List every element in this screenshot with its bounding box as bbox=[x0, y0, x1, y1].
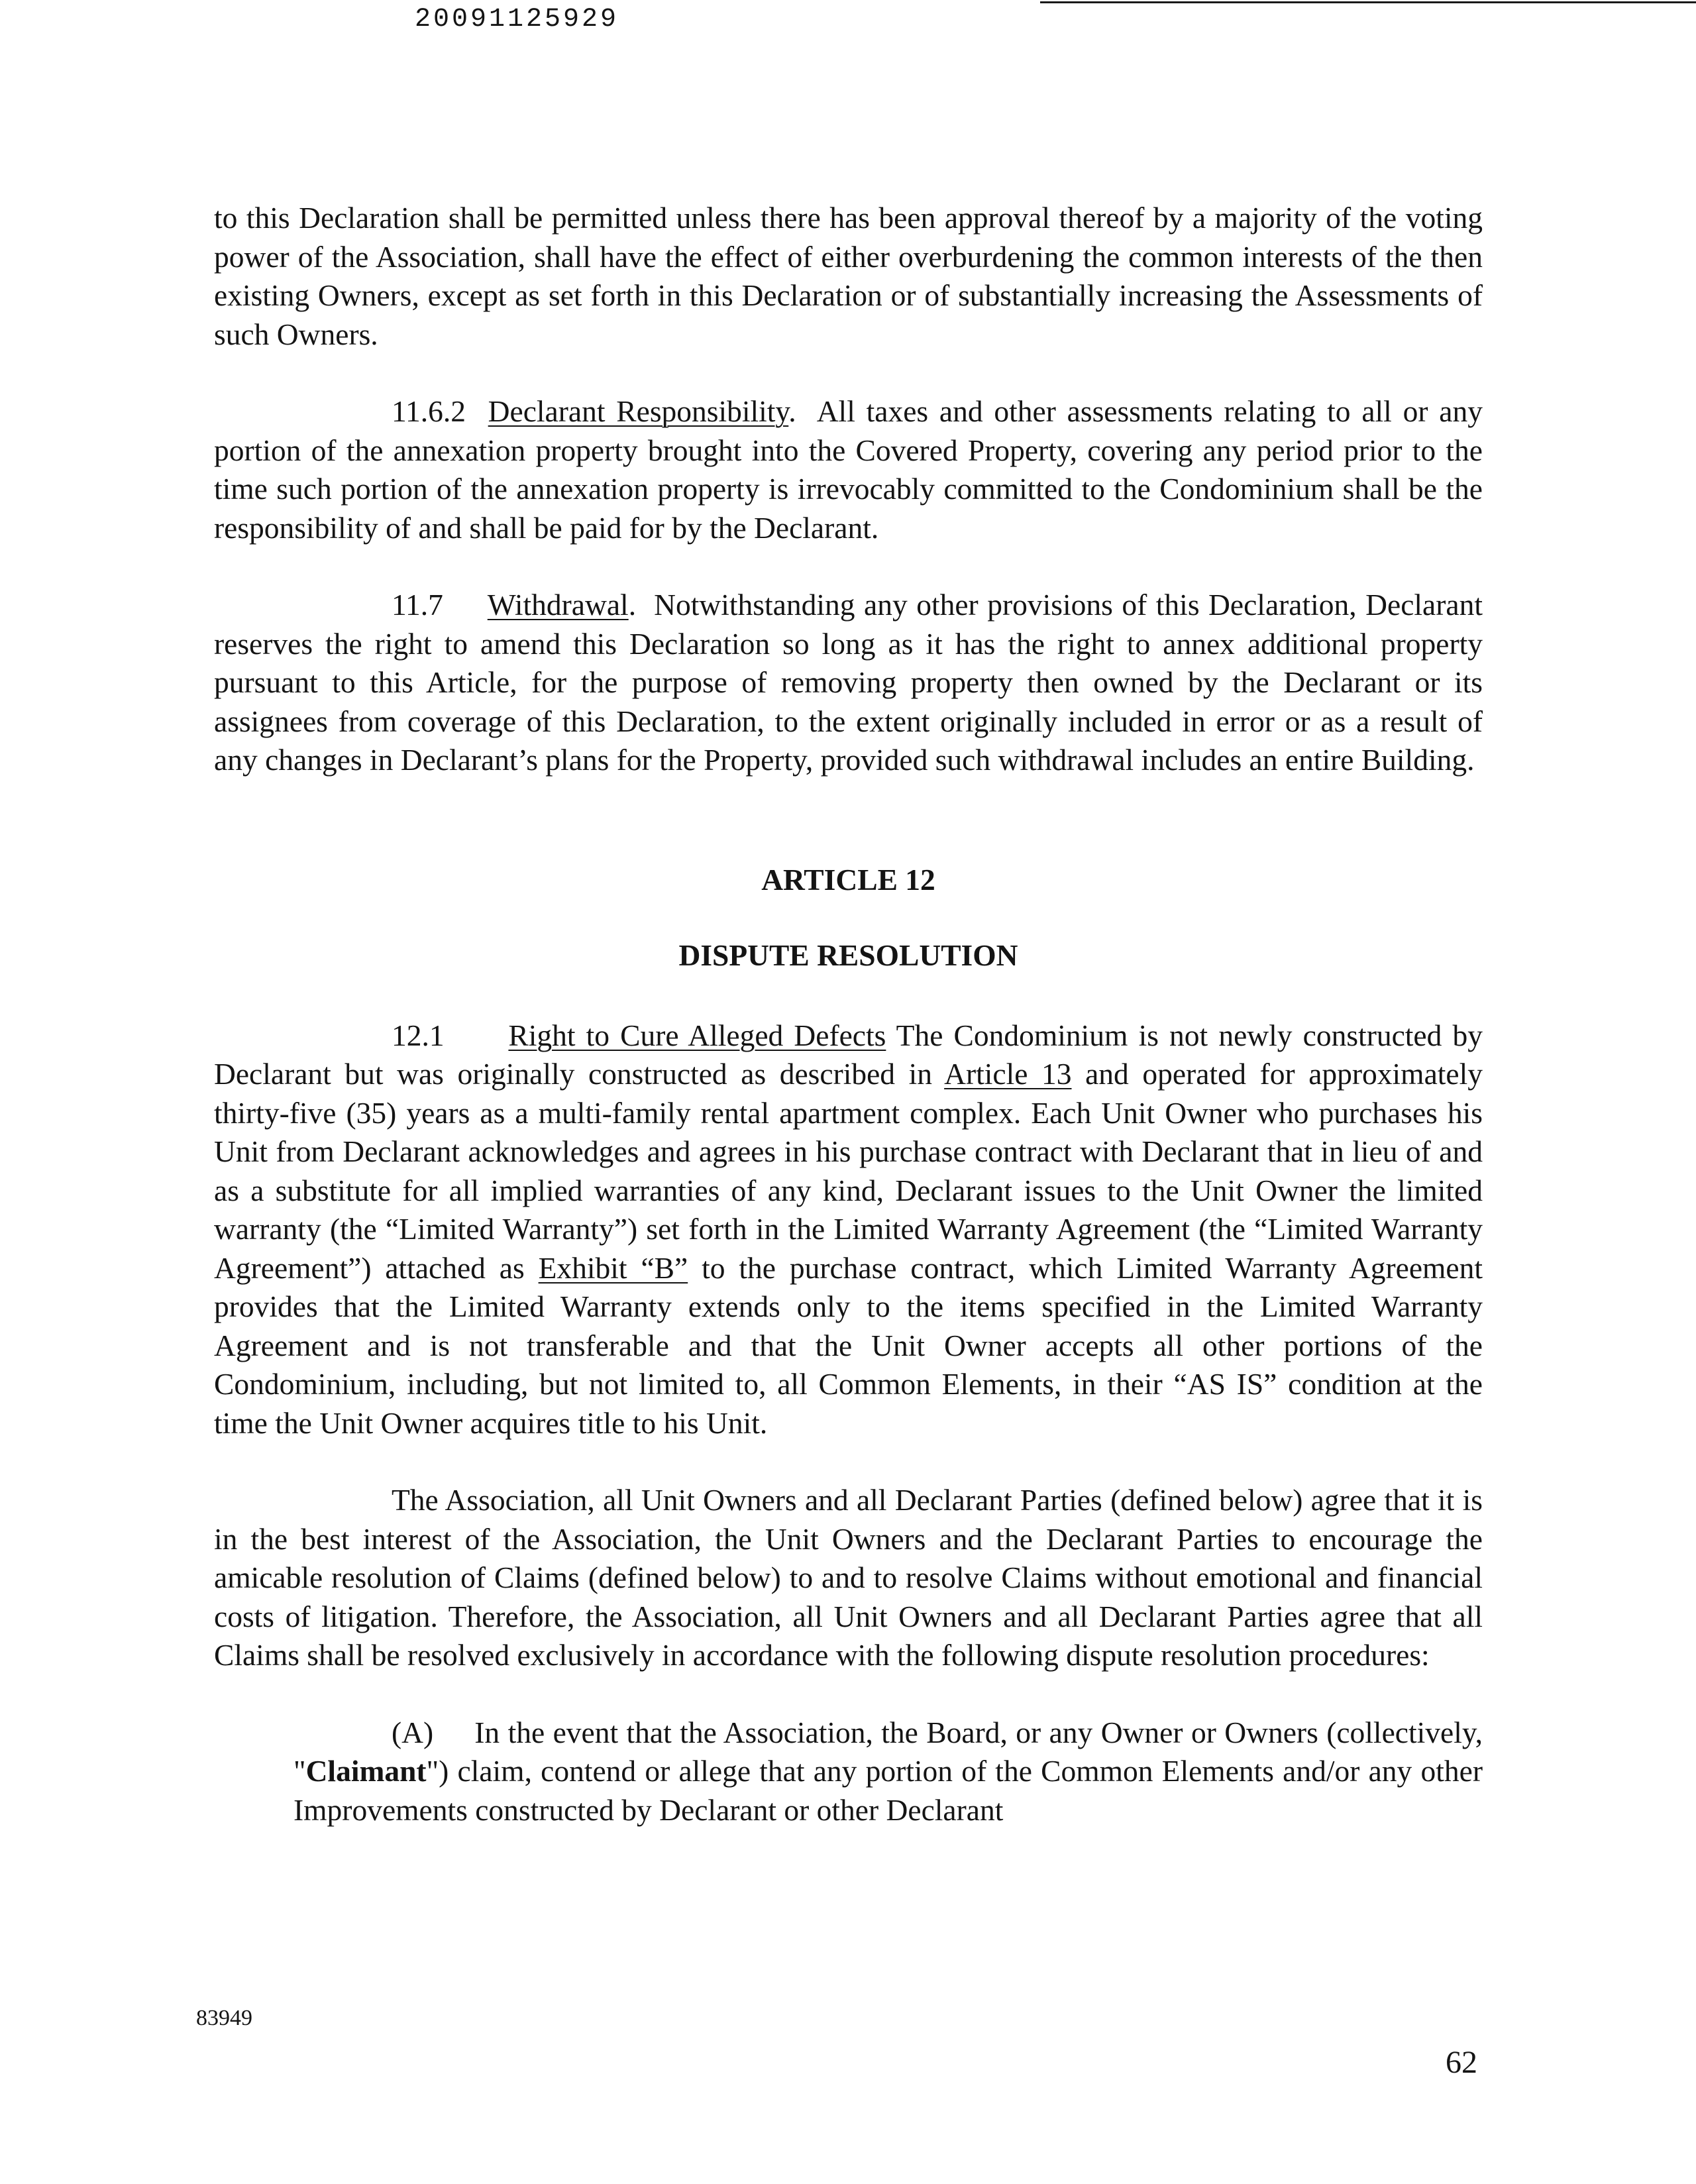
paragraph-continuation: to this Declaration shall be permitted unless there has been approval thereof by a majority of the voting power of the Association, shall have the effect of either overburdening the common interests of the then existing Owners, except as set forth in this Declaration or of substantially increasing the Assessments of such Owners. bbox=[214, 201, 1483, 351]
page-body bbox=[214, 199, 1483, 1829]
subsection-a bbox=[293, 1714, 1483, 1830]
section-11-6-2: 11.6.2 Declarant Responsibility. All taxes and other assessments relating to all or any portion of the annexation property brought into the Covered Property, covering any period prior to the time such portion of the annexation property is irrevocably committed to the Condominium shall be the responsibility of and shall be paid for by the Declarant. bbox=[214, 394, 1483, 545]
section-text: All taxes and other assessments relating to all or any portion of the annexation property brought into the Covered Property, covering any period prior to the time such portion of the annexation property is irrevocably committed to the Condominium shall be the responsibility of and shall be paid for by the Declarant. bbox=[214, 394, 1483, 545]
section-text: Notwithstanding any other provisions of this Declaration, Declarant reserves the right to amend this Declaration so long as it has the right to annex additional property pursuant to this Article, for the purpose of removing property then owned by the Declarant or its assignees from coverage of this Declaration, to the extent originally included in error or as a result of any changes in Declarant’s plans for the Property, provided such withdrawal includes an entire Building. bbox=[214, 588, 1483, 777]
top-rule bbox=[1040, 1, 1696, 3]
association-agreement-paragraph: The Association, all Unit Owners and all Declarant Parties (defined below) agree that it is in the best interest of the Association, the Unit Owners and the Declarant Parties to encourage the amicable resolution of Claims (defined below) to and to resolve Claims without emotional and financial costs of litigation. Therefore, the Association, all Unit Owners and all Declarant Parties agree that all Claims shall be resolved exclusively in accordance with the following dispute resolution procedures: bbox=[214, 1483, 1483, 1672]
section-title: Withdrawal bbox=[487, 588, 629, 622]
subsection-label: (A) bbox=[392, 1715, 434, 1749]
section-12-1 bbox=[214, 1016, 1483, 1443]
section-number: 11.7 bbox=[392, 588, 443, 622]
section-text-c: to the purchase contract, which Limited Warranty Agreement provides that the Limited Warranty extends only to the items specified in the Limited Warranty Agreement and is not transferable and that the Unit Owner accepts all other portions of the Condominium, including, but not limited to, all Common Elements, in their “AS IS” condition at the time the Unit Owner acquires title to his Unit. bbox=[214, 1250, 1483, 1440]
dispute-resolution-heading: DISPUTE RESOLUTION bbox=[678, 938, 1018, 972]
section-11-7: 11.7 Withdrawal. Notwithstanding any other provisions of this Declaration, Declarant reserves the right to amend this Declaration so long as it has the right to annex additional property pursuant to this Article, for the purpose of removing property then owned by the Declarant or its assignees from coverage of this Declaration, to the extent originally included in error or as a result of any changes in Declarant’s plans for the Property, provided such withdrawal includes an entire Building. bbox=[214, 588, 1483, 777]
subsection-text-b: ") claim, contend or allege that any portion of the Common Elements and/or any other Improvements constructed by Declarant or other Declarant bbox=[293, 1754, 1483, 1827]
section-number: 12.1 bbox=[392, 1018, 445, 1052]
exhibit-b-reference: Exhibit “B” bbox=[538, 1250, 688, 1285]
section-number: 11.6.2 bbox=[392, 394, 466, 428]
section-title: Right to Cure Alleged Defects bbox=[508, 1018, 886, 1052]
document-number: 20091125929 bbox=[414, 5, 619, 34]
section-text-a: The Condominium is not newly constructed by Declarant but was originally constructed as described in bbox=[214, 1018, 1483, 1091]
footer-document-id: 83949 bbox=[196, 2006, 252, 2030]
subsection-text-a: In the event that the Association, the Board, or any Owner or Owners (collectively, " bbox=[293, 1715, 1483, 1788]
page-number: 62 bbox=[1446, 2045, 1477, 2080]
article-13-reference: Article 13 bbox=[944, 1057, 1072, 1091]
section-title: Declarant Responsibility bbox=[488, 394, 789, 428]
article-heading: ARTICLE 12 bbox=[761, 862, 935, 897]
section-text-b: and operated for approximately thirty-five (35) years as a multi-family rental apartment complex. Each Unit Owner who purchases his Unit from Declarant acknowledges and agrees in his purchase contract with Declarant that in lieu of and as a substitute for all implied warranties of any kind, Declarant issues to the Unit Owner the limited warranty (the “Limited Warranty”) set forth in the Limited Warranty Agreement (the “Limited Warranty Agreement”) attached as bbox=[214, 1057, 1483, 1285]
claimant-term: Claimant bbox=[305, 1754, 427, 1788]
